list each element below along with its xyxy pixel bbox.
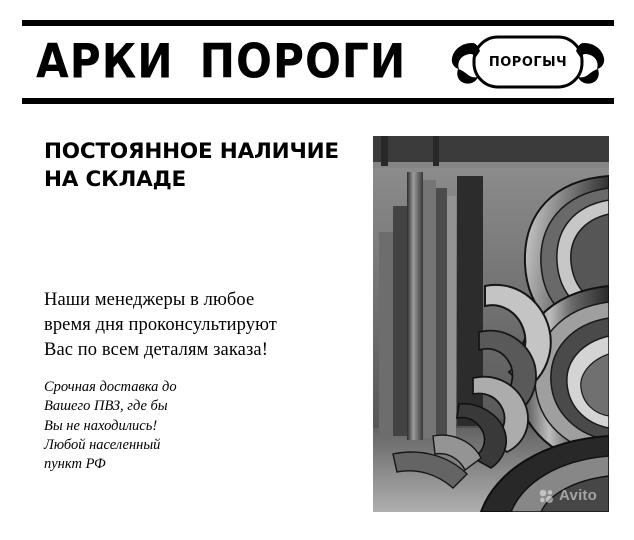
body-paragraph	[44, 288, 344, 362]
brand-logo	[448, 31, 608, 93]
headline-line-1: ПОСТОЯННОЕ НАЛИЧИЕ	[44, 139, 339, 164]
avito-watermark-label: Avito	[559, 487, 597, 504]
title-word-arki: АРКИ	[36, 34, 174, 90]
delivery-note-line-5: пункт РФ	[44, 456, 106, 473]
brand-logo-label: ПОРОГЫЧ	[488, 54, 568, 70]
headline-line-2: НА СКЛАДЕ	[44, 166, 187, 192]
header-banner	[22, 20, 614, 104]
delivery-note-line-1: Срочная доставка до	[44, 379, 177, 395]
warehouse-photo	[373, 136, 609, 512]
header-banner-inner	[22, 26, 614, 98]
headline	[44, 138, 364, 193]
body-line-2: время дня проконсультируют	[44, 314, 277, 335]
delivery-note-line-4: Любой населенный	[44, 436, 161, 453]
delivery-note-line-3: Вы не находились!	[44, 417, 158, 434]
avito-watermark	[538, 487, 597, 504]
body-line-3: Вас по всем деталям заказа!	[44, 339, 268, 360]
avito-logo-icon	[538, 488, 554, 504]
body-line-1: Наши менеджеры в любое	[44, 290, 255, 310]
delivery-note-line-2: Вашего ПВЗ, где бы	[44, 398, 168, 415]
title-word-porogi: ПОРОГИ	[199, 34, 407, 90]
page-title	[36, 34, 407, 90]
delivery-note	[44, 378, 304, 474]
content-column	[44, 138, 364, 473]
warehouse-photo-graphic	[373, 136, 609, 512]
